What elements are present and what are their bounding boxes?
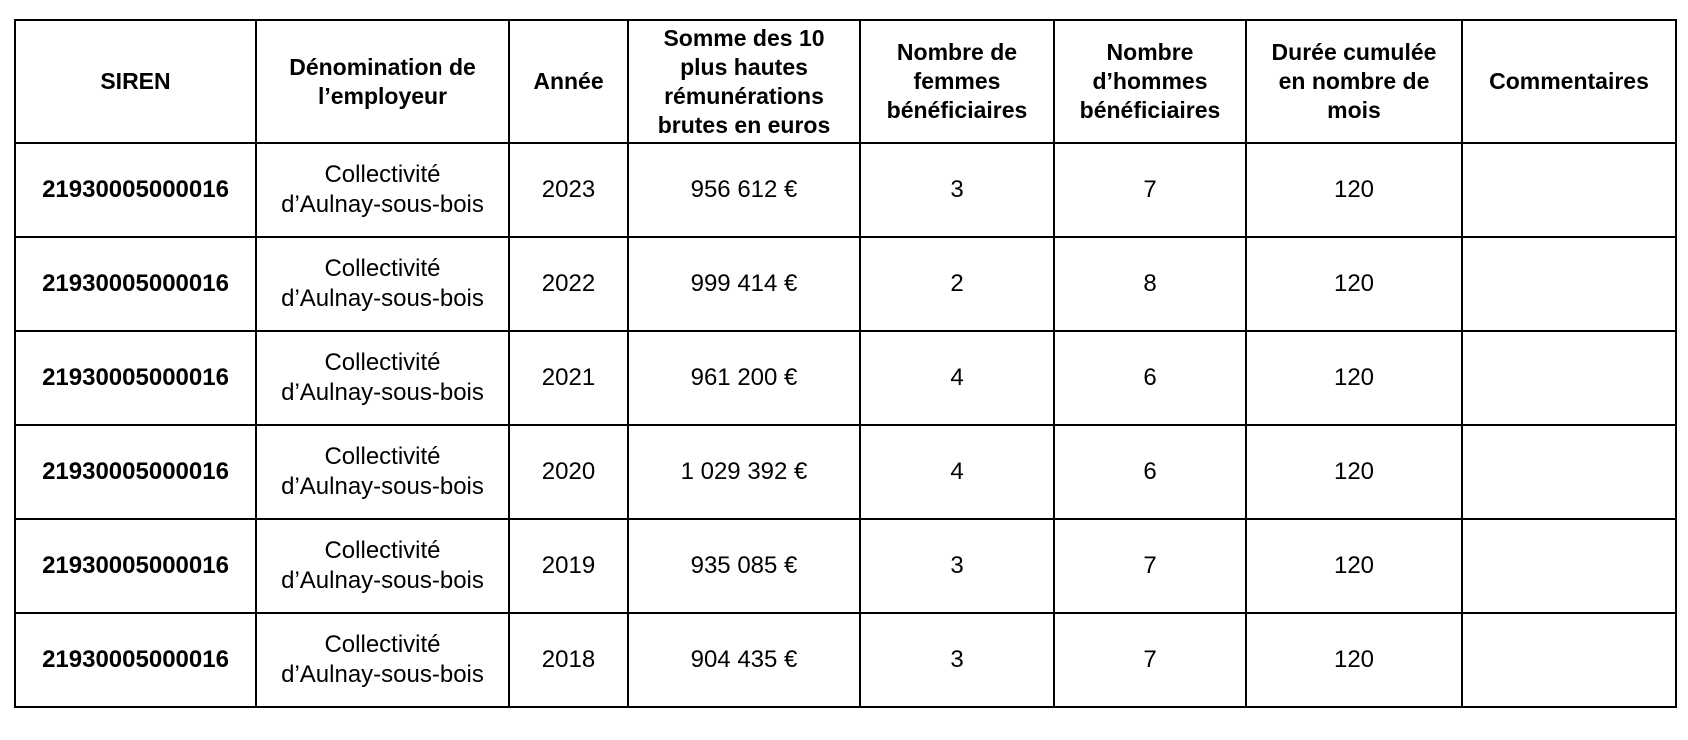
cell-women-count: 4 xyxy=(860,331,1054,425)
header-men-count: Nombre d’hommes bénéficiaires xyxy=(1054,20,1246,143)
table-header-row xyxy=(15,20,1676,143)
cell-year: 2019 xyxy=(509,519,628,613)
cell-women-count: 4 xyxy=(860,425,1054,519)
cell-year: 2023 xyxy=(509,143,628,237)
cell-salaries-sum: 956 612 € xyxy=(628,143,860,237)
cell-duration: 120 xyxy=(1246,143,1462,237)
cell-comments xyxy=(1462,519,1676,613)
header-comments: Commentaires xyxy=(1462,20,1676,143)
header-cumulative-duration: Durée cumulée en nombre de mois xyxy=(1246,20,1462,143)
header-siren: SIREN xyxy=(15,20,256,143)
cell-comments xyxy=(1462,143,1676,237)
header-employer-name: Dénomination de l’employeur xyxy=(256,20,509,143)
cell-comments xyxy=(1462,613,1676,707)
cell-salaries-sum: 1 029 392 € xyxy=(628,425,860,519)
cell-year: 2021 xyxy=(509,331,628,425)
cell-siren: 21930005000016 xyxy=(15,331,256,425)
table-row xyxy=(15,143,1676,237)
header-women-count: Nombre de femmes bénéficiaires xyxy=(860,20,1054,143)
cell-employer-name: Collectivité d’Aulnay-sous-bois xyxy=(256,237,509,331)
cell-men-count: 8 xyxy=(1054,237,1246,331)
cell-year: 2022 xyxy=(509,237,628,331)
cell-year: 2020 xyxy=(509,425,628,519)
cell-comments xyxy=(1462,237,1676,331)
cell-employer-name: Collectivité d’Aulnay-sous-bois xyxy=(256,613,509,707)
cell-employer-name: Collectivité d’Aulnay-sous-bois xyxy=(256,425,509,519)
cell-year: 2018 xyxy=(509,613,628,707)
cell-duration: 120 xyxy=(1246,613,1462,707)
table-row xyxy=(15,613,1676,707)
cell-siren: 21930005000016 xyxy=(15,613,256,707)
cell-salaries-sum: 999 414 € xyxy=(628,237,860,331)
cell-salaries-sum: 961 200 € xyxy=(628,331,860,425)
cell-women-count: 2 xyxy=(860,237,1054,331)
header-top-10-salaries-sum: Somme des 10 plus hautes rémunérations brutes en euros xyxy=(628,20,860,143)
cell-employer-name: Collectivité d’Aulnay-sous-bois xyxy=(256,143,509,237)
cell-men-count: 6 xyxy=(1054,331,1246,425)
cell-women-count: 3 xyxy=(860,613,1054,707)
cell-women-count: 3 xyxy=(860,519,1054,613)
cell-men-count: 7 xyxy=(1054,613,1246,707)
cell-duration: 120 xyxy=(1246,331,1462,425)
cell-men-count: 7 xyxy=(1054,143,1246,237)
cell-comments xyxy=(1462,331,1676,425)
cell-siren: 21930005000016 xyxy=(15,143,256,237)
table-row xyxy=(15,519,1676,613)
cell-employer-name: Collectivité d’Aulnay-sous-bois xyxy=(256,519,509,613)
cell-siren: 21930005000016 xyxy=(15,237,256,331)
table-row xyxy=(15,237,1676,331)
table-row xyxy=(15,331,1676,425)
cell-siren: 21930005000016 xyxy=(15,425,256,519)
cell-women-count: 3 xyxy=(860,143,1054,237)
cell-men-count: 6 xyxy=(1054,425,1246,519)
header-year: Année xyxy=(509,20,628,143)
cell-salaries-sum: 904 435 € xyxy=(628,613,860,707)
table-row xyxy=(15,425,1676,519)
cell-duration: 120 xyxy=(1246,237,1462,331)
remuneration-table-container xyxy=(14,19,1677,708)
remuneration-table xyxy=(14,19,1677,708)
cell-salaries-sum: 935 085 € xyxy=(628,519,860,613)
cell-men-count: 7 xyxy=(1054,519,1246,613)
cell-duration: 120 xyxy=(1246,425,1462,519)
cell-duration: 120 xyxy=(1246,519,1462,613)
cell-siren: 21930005000016 xyxy=(15,519,256,613)
cell-employer-name: Collectivité d’Aulnay-sous-bois xyxy=(256,331,509,425)
cell-comments xyxy=(1462,425,1676,519)
